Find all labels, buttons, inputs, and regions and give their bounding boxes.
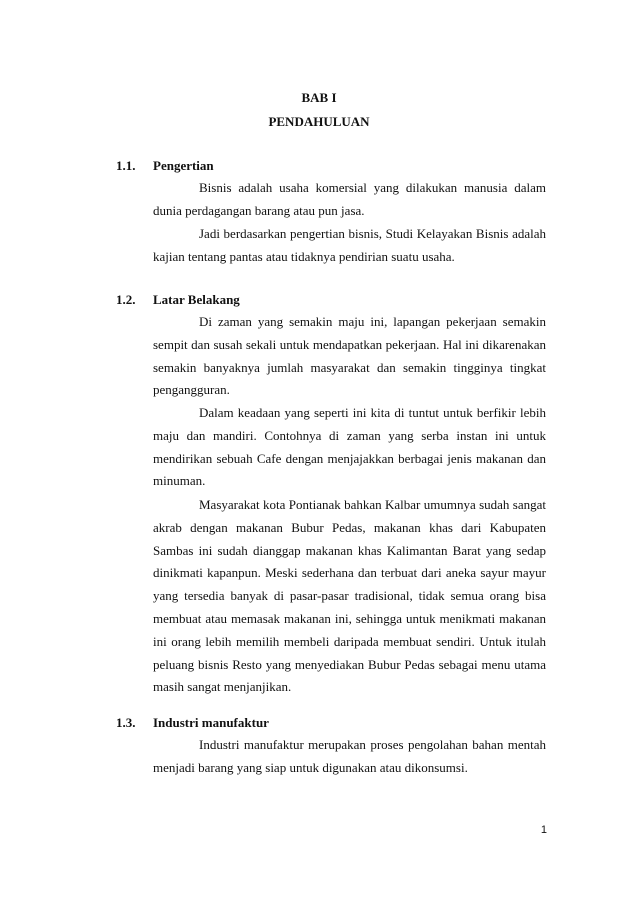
section-heading-latar-belakang [116, 292, 240, 308]
section-heading-industri-manufaktur [116, 715, 269, 731]
section-title: Latar Belakang [153, 292, 240, 307]
chapter-label: BAB I [301, 90, 337, 105]
section-number: 1.1. [116, 158, 136, 173]
paragraph: Bisnis adalah usaha komersial yang dilakukan manusia dalam dunia perdagangan barang atau pun jasa. [153, 180, 546, 218]
section-number: 1.2. [116, 292, 136, 307]
paragraph: Industri manufaktur merupakan proses pengolahan bahan mentah menjadi barang yang siap untuk digunakan atau dikonsumsi. [153, 737, 546, 775]
paragraph: Dalam keadaan yang seperti ini kita di tuntut untuk berfikir lebih maju dan mandiri. Contohnya di zaman yang serba instan ini untuk mendirikan sebuah Cafe dengan menjajakkan berbagai jenis makanan dan minuman. [153, 405, 546, 489]
paragraph: Jadi berdasarkan pengertian bisnis, Studi Kelayakan Bisnis adalah kajian tentang pantas atau tidaknya pendirian suatu usaha. [153, 226, 546, 264]
section-heading-pengertian [116, 158, 214, 174]
section-title: Industri manufaktur [153, 715, 269, 730]
section-title: Pengertian [153, 158, 214, 173]
page-number: 1 [540, 824, 547, 836]
paragraph: Di zaman yang semakin maju ini, lapangan pekerjaan semakin sempit dan susah sekali untuk mendapatkan pekerjaan. Hal ini dikarenakan semakin banyaknya jumlah masyarakat dan semakin tingginya tingkat pengangguran. [153, 314, 546, 398]
section-number: 1.3. [116, 715, 136, 730]
chapter-title: PENDAHULUAN [268, 114, 370, 129]
paragraph: Masyarakat kota Pontianak bahkan Kalbar umumnya sudah sangat akrab dengan makanan Bubur Pedas, makanan khas dari Kabupaten Sambas ini sudah dianggap makanan khas Kalimantan Barat yang sedap dinikmati kapanpun. Meski sederhana dan terbuat dari aneka sayur mayur yang tersedia banyak di pasar-pasar tradisional, tidak semua orang bisa membuat atau memasak makanan ini, sehingga untuk menikmati makanan ini orang lebih memilih membeli daripada membuat sendiri. Untuk itulah peluang bisnis Resto yang menyediakan Bubur Pedas sebagai menu utama masih sangat menjanjikan. [153, 497, 546, 695]
